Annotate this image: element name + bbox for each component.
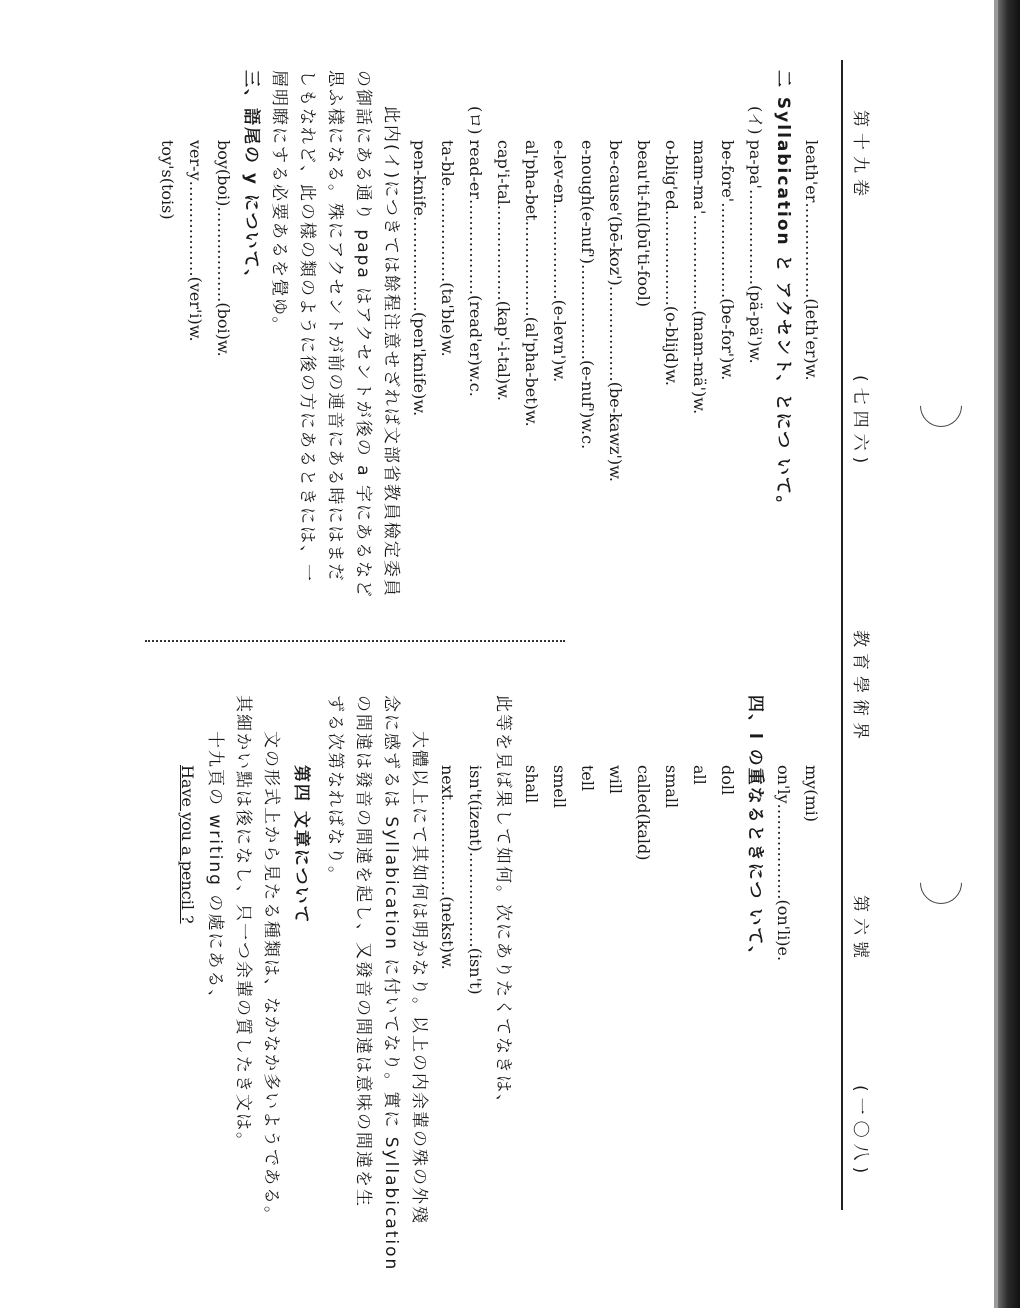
punch-hole [911, 376, 970, 435]
text-line: o-blig'ed………………(o-blijd)w. [662, 140, 681, 386]
text-line: be-cause'(bē-koz')………………(be-kawz')w. [606, 140, 625, 482]
section-heading: 第四 文章について [291, 765, 311, 925]
text-line: shall [522, 765, 541, 804]
text-line: e-nough(e-nuf')………………(e-nuf')w.c. [578, 140, 597, 450]
text-line: cap'i-tal………………(kap'-i-tal)w. [494, 140, 513, 402]
page-header [841, 40, 885, 1260]
text-line: しもなれど、此の樣の類のように後の方にあるときには、一 [297, 70, 317, 583]
text-line: called(kald) [634, 765, 653, 861]
header-rule [841, 60, 843, 1210]
text-line: の間違は發音の間違を起し、又發音の間違は意味の間違を生 [353, 695, 373, 1208]
text-line: will [606, 765, 625, 795]
text-line: の御話にある通り papa はアクセントが後の a 字にあるなど [353, 70, 373, 599]
left-column [135, 70, 825, 599]
text-line: mam-ma'………………(mam-mä')w. [690, 140, 709, 415]
text-line: e-lev-en………………(e-levn')w. [550, 140, 569, 383]
scan-edge-shadow [994, 0, 998, 1308]
column-separator [145, 640, 565, 668]
text-line: pen-knife………………(pen'knife)w. [410, 140, 429, 417]
text-line: doll [718, 765, 737, 796]
text-line: ずる次第なればなり。 [325, 695, 345, 885]
example-sentence: Have you a pencil ? [178, 765, 197, 924]
right-column [135, 695, 825, 1272]
text-line: (イ) pa-pa'………………(pä-pä')w. [746, 106, 765, 364]
text-line: (ロ) read-er………………(read'er)w.c. [466, 106, 485, 397]
issue-number: 第六號 [850, 895, 870, 964]
text-line: isn't(izent)………………(isn't) [466, 765, 485, 995]
text-line: 十九頁の writing の處にある、 [205, 731, 225, 1009]
text-line: 大體以上にて其如何は明かなり。以上の内余輩の殊の外殘 [409, 731, 429, 1225]
text-line: beau'ti-ful(bū'ti-fool) [634, 140, 653, 307]
scan-edge [998, 0, 1020, 1308]
text-line: small [662, 765, 681, 809]
section-heading: 四、l の重なるときにつ いて、 [745, 695, 765, 965]
section-heading: 三、語尾の y について、 [241, 70, 261, 289]
text-line: all [690, 765, 709, 785]
text-line: be-fore'………………(be-for')w. [718, 140, 737, 381]
section-heading: 二 Syllabication と アクセント、とにつ いて。 [773, 70, 793, 515]
text-line: 此等を見ば果して如何。次にありたくてなきは、 [493, 695, 513, 1113]
punch-hole [911, 853, 970, 912]
document-page [125, 40, 885, 1272]
text-line: ta-ble………………(ta'ble)w. [438, 140, 457, 357]
text-line: tell [578, 765, 597, 792]
text-line: al'pha-bet………………(al'pha-bet)w. [522, 140, 541, 427]
text-line: 念に感ずるは Syllabication に付いてなり。實に Syllabication [381, 695, 401, 1272]
text-line: boy(boi)………………(boi)w. [214, 140, 233, 357]
text-line: leath'er………………(leth'er)w. [802, 140, 821, 381]
text-line: toy's(tois) [158, 140, 177, 220]
text-line: 此内(イ)につきては餘程注意せざれば文部省教員檢定委員 [381, 106, 401, 598]
journal-title: 教育學術界 [850, 630, 870, 745]
page-number-right: (一〇八) [850, 1085, 870, 1180]
text-line: 其細かい點は後になし、只一つ余輩の質したき文は。 [233, 695, 253, 1151]
text-line: next………………(nekst)w. [438, 765, 457, 970]
page-number-left: (七四六) [850, 375, 870, 470]
text-line: ver-y………………(ver'i)w. [186, 140, 205, 342]
text-line: my(mi) [802, 765, 821, 822]
text-line: smell [550, 765, 569, 809]
text-line: 層明瞭にする必要あるを覺ゆ。 [269, 70, 289, 336]
text-line: 思ふ樣になる。殊にアクセントが前の連音にある時にはまだ [325, 70, 345, 583]
text-line: on'ly………………(on'li)e. [774, 765, 793, 962]
text-line: 文の形式上から見たる種類は、なかなか多いようである。 [261, 731, 281, 1225]
volume-number: 第十九卷 [850, 110, 870, 202]
